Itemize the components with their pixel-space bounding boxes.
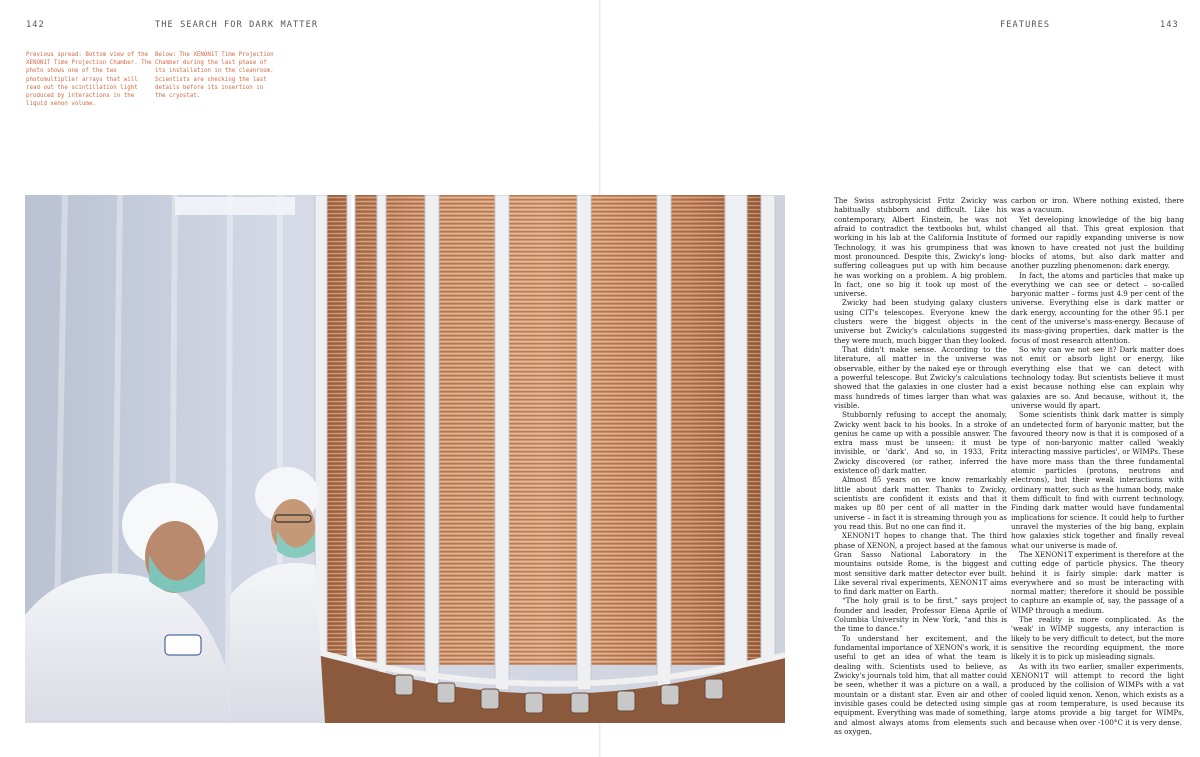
article-paragraph: So why can we not see it? Dark matter does not emit or absorb light or energy, like everything else that we can detect with technology today. But scientists believe it must exist because nothing else can explain why galaxies are so. And because, without it, the universe would fly apart. <box>1011 345 1184 410</box>
page-number-left: 142 <box>26 20 45 30</box>
article-paragraph: In fact, the atoms and particles that make up everything we can see or detect – so-called baryonic matter – forms just 4.9 per cent of the universe. Everything else is dark matter or dark energy, accounting for the other 95.1 per cent of the universe's mass-energy. Because of its mass-giving properties, dark matter is the focus of most research attention. <box>1011 270 1184 345</box>
page-number-right: 143 <box>1160 20 1179 30</box>
photo-caption-previous-spread: Previous spread: Bottom view of the XENON1T Time Projection Chamber. The photo shows one of the two photomultiplier arrays that will read out the scintillation light produced by interactions in the liquid xenon volume. <box>26 52 152 108</box>
article-paragraph: “The holy grail is to be first,” says project founder and leader, Professor Elena Aprile of Columbia University in New York, “and this is the time to dance.” <box>834 596 1007 634</box>
article-paragraph: Yet developing knowledge of the big bang changed all that. This great explosion that formed our rapidly expanding universe is now known to have created not just the building blocks of atoms, but also dark matter and another puzzling phenomenon: dark energy. <box>1011 214 1184 271</box>
article-paragraph: The XENON1T experiment is therefore at the cutting edge of particle physics. The theory behind it is fairly simple: dark matter is everywhere and so must be interacting with normal matter; therefore it should be possible to capture an example of, say, the passage of a WIMP through a medium. <box>1011 549 1184 615</box>
article-paragraph: Zwicky had been studying galaxy clusters using CIT's telescopes. Everyone knew the clusters were the biggest objects in the universe but Zwicky's calculations suggested they were much, much bigger than they looked. <box>834 298 1007 345</box>
article-paragraph: Some scientists think dark matter is simply an undetected form of baryonic matter, but the favoured theory now is that it is composed of a type of non-baryonic matter called 'weakly interacting massive particles', or WIMPs. These have more mass than the three fundamental atomic particles (protons, neutrons and electrons), but their weak interactions with ordinary matter, such as the human body, make them difficult to find with current technology. Finding dark matter would have fundamental implications for science. It could help to further unravel the mysteries of the big bang, explain how galaxies stick together and finally reveal what our universe is made of. <box>1011 410 1184 550</box>
photo-caption-below: Below: The XENON1T Time Projection Chamber during the last phase of its installation in the cleanroom. Scientists are checking the last details before its insertion in the cryostat. <box>155 52 274 100</box>
running-head-left: THE SEARCH FOR DARK MATTER <box>155 20 319 30</box>
article-column-2 <box>1011 196 1184 727</box>
running-head-right: FEATURES <box>1000 20 1051 30</box>
article-paragraph: carbon or iron. Where nothing existed, there was a vacuum. <box>1011 196 1184 215</box>
article-paragraph: XENON1T hopes to change that. The third phase of XENON, a project based at the famous Gran Sasso National Laboratory in the mountains outside Rome, is the biggest and most sensitive dark matter detector ever built. Like several rival experiments, XENON1T aims to find dark matter on Earth. <box>834 531 1007 597</box>
xenon1t-chamber-photo <box>25 195 785 723</box>
article-paragraph: The reality is more complicated. As the 'weak' in WIMP suggests, any interaction is likely to be very difficult to detect, but the more sensitive the recording equipment, the more likely it is to pick up misleading signals. <box>1011 615 1185 662</box>
article-paragraph: To understand her excitement, and the fundamental importance of XENON's work, it is useful to get an idea of what the team is dealing with. Scientists used to believe, as Zwicky's journals told him, that all matter could be seen, whether it was a picture on a wall, a mountain or a distant star. Even air and other invisible gases could be detected using simple equipment. Everything was made of something, and almost always atoms from elements such as oxygen, <box>834 633 1007 736</box>
article-paragraph: As with its two earlier, smaller experiments, XENON1T will attempt to record the light produced by the collision of WIMPs with a vat of cooled liquid xenon. Xenon, which exists as a gas at room temperature, is used because its large atoms provide a big target for WIMPs, and because when over -100°C it is very dense. <box>1011 661 1184 727</box>
article-column-1 <box>834 196 1007 736</box>
article-paragraph: That didn't make sense. According to the literature, all matter in the universe was observable, either by the naked eye or through a powerful telescope. But Zwicky's calculations showed that the galaxies in one cluster had a mass hundreds of times larger than what was visible. <box>834 345 1007 410</box>
article-paragraph: Almost 85 years on we know remarkably little about dark matter. Thanks to Zwicky, scientists are confident it exists and that it makes up 80 per cent of all matter in the universe – in fact it is streaming through you as you read this. But no one can find it. <box>834 475 1007 531</box>
article-paragraph: The Swiss astrophysicist Fritz Zwicky was habitually stubborn and difficult. Like his contemporary, Albert Einstein, he was not afraid to contradict the textbooks but, whilst working in his lab at the California Institute of Technology, it was his grumpiness that was most pronounced. Despite this, Zwicky's long-suffering colleagues put up with him because he was working on a problem. A big problem. In fact, one so big it took up most of the universe. <box>834 196 1007 299</box>
article-paragraph: Stubbornly refusing to accept the anomaly, Zwicky went back to his books. In a stroke of genius he came up with a possible answer. The extra mass must be unseen: it must be invisible, or 'dark'. And so, in 1933, Fritz Zwicky discovered (or rather, inferred the existence of) dark matter. <box>834 410 1007 476</box>
